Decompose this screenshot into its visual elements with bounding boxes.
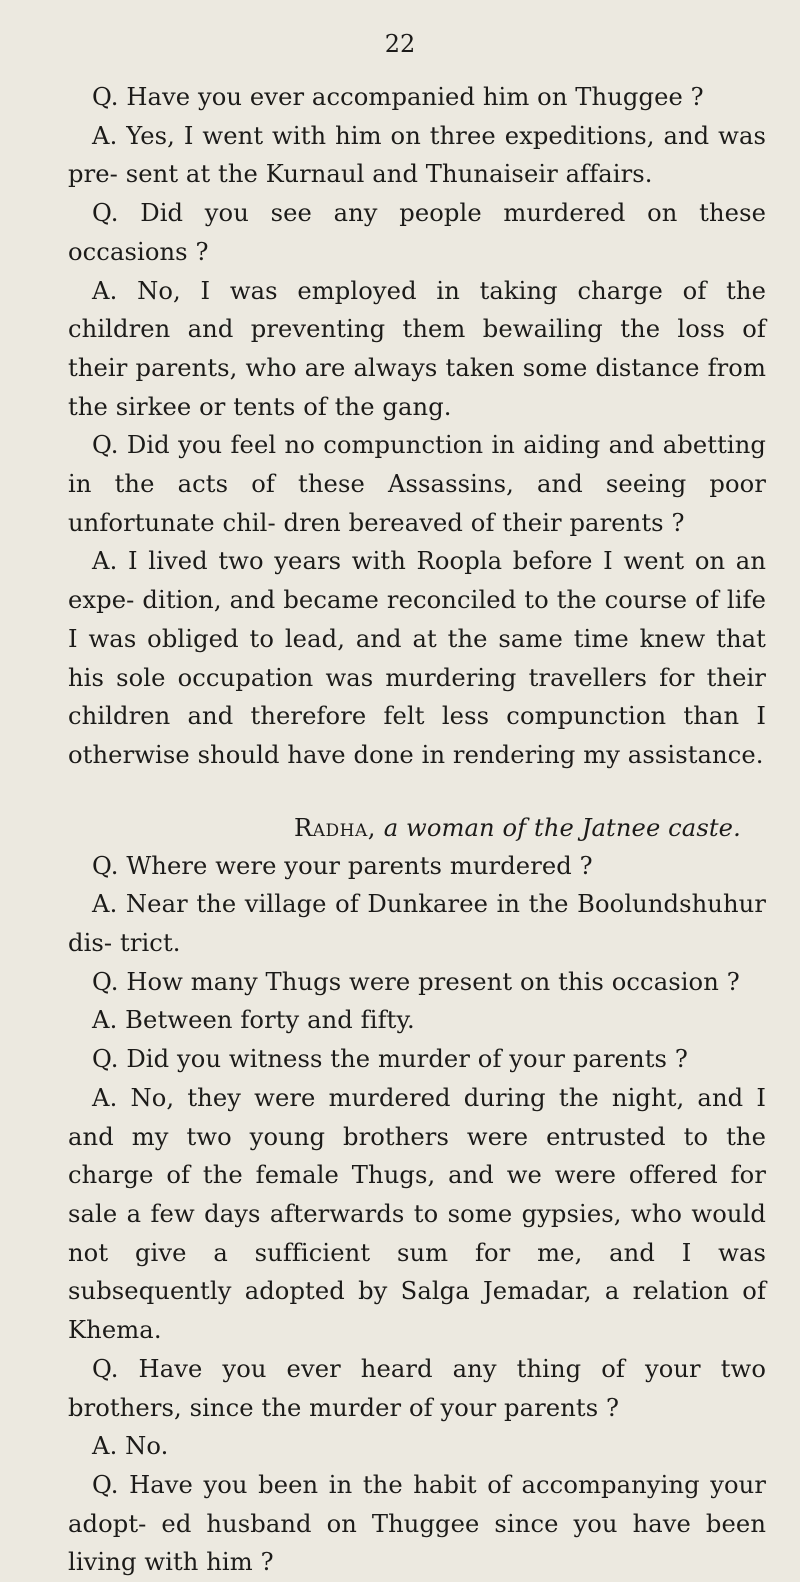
qa-label: A. bbox=[92, 1083, 118, 1112]
qa-paragraph bbox=[68, 272, 766, 427]
qa-text: How many Thugs were present on this occasion ? bbox=[126, 967, 740, 996]
qa-label: Q. bbox=[92, 199, 119, 228]
qa-text: Have you been in the habit of accompanying your adopt- ed husband on Thuggee since you have been living with him ? bbox=[68, 1470, 766, 1577]
qa-paragraph bbox=[68, 1079, 766, 1350]
qa-paragraph bbox=[68, 1466, 766, 1582]
qa-label: Q. bbox=[92, 431, 119, 460]
heading-description: a woman of the Jatnee caste. bbox=[383, 813, 741, 842]
qa-label: A. bbox=[92, 276, 118, 305]
qa-label: A. bbox=[92, 121, 118, 150]
qa-paragraph bbox=[68, 847, 766, 886]
qa-text: Did you witness the murder of your parents ? bbox=[126, 1045, 688, 1074]
qa-paragraph bbox=[68, 194, 766, 271]
page-body bbox=[68, 78, 766, 1582]
qa-label: Q. bbox=[92, 1470, 119, 1499]
qa-text: Yes, I went with him on three expeditions, and was pre- sent at the Kurnaul and Thunaiseir affairs. bbox=[68, 121, 766, 189]
qa-paragraph bbox=[68, 1001, 766, 1040]
qa-text: Where were your parents murdered ? bbox=[126, 851, 593, 880]
qa-label: Q. bbox=[92, 83, 119, 111]
qa-paragraph bbox=[68, 542, 766, 774]
qa-paragraph bbox=[68, 963, 766, 1002]
section-heading bbox=[68, 809, 766, 847]
qa-label: A. bbox=[92, 1432, 118, 1461]
qa-text: No, they were murdered during the night, and I and my two young brothers were entrusted to the charge of the female Thugs, and we were offered for sale a few days afterwards to some gypsies, who would not give a sufficient sum for me, and I was subsequently adopted by Salga Jemadar, a relation of Khema. bbox=[68, 1083, 766, 1345]
qa-label: A. bbox=[92, 890, 118, 919]
qa-text: Did you see any people murdered on these occasions ? bbox=[68, 199, 766, 266]
qa-paragraph bbox=[68, 1350, 766, 1427]
qa-text: No. bbox=[125, 1432, 169, 1461]
qa-label: A. bbox=[92, 1006, 118, 1035]
qa-paragraph bbox=[68, 1040, 766, 1079]
qa-paragraph bbox=[68, 885, 766, 962]
qa-label: Q. bbox=[92, 967, 119, 996]
qa-label: Q. bbox=[92, 1045, 119, 1074]
qa-text: Have you ever accompanied him on Thuggee ? bbox=[126, 83, 704, 111]
qa-text: I lived two years with Roopla before I went on an expe- dition, and became reconciled to the course of life I was obliged to lead, and at the same time knew that his sole occupation was murdering travellers for their children and therefore felt less compunction than I otherwise should have done in rendering my assistance. bbox=[68, 547, 766, 769]
qa-label: Q. bbox=[92, 851, 119, 880]
qa-text: Did you feel no compunction in aiding and abetting in the acts of these Assassins, and seeing poor unfortunate chil- dren bereaved of their parents ? bbox=[68, 431, 766, 537]
qa-text: Between forty and fifty. bbox=[125, 1006, 415, 1035]
qa-text: Near the village of Dunkaree in the Boolundshuhur dis- trict. bbox=[68, 890, 766, 958]
qa-label: Q. bbox=[92, 1354, 119, 1383]
heading-name: Radha, bbox=[294, 813, 376, 842]
qa-paragraph bbox=[68, 117, 766, 194]
qa-text: No, I was employed in taking charge of the children and preventing them bewailing the loss of their parents, who are always taken some distance from the sirkee or tents of the gang. bbox=[68, 276, 766, 421]
qa-paragraph bbox=[68, 1427, 766, 1466]
page-number: 22 bbox=[384, 30, 416, 58]
qa-text: Have you ever heard any thing of your two brothers, since the murder of your parents ? bbox=[68, 1354, 766, 1422]
qa-paragraph bbox=[68, 426, 766, 542]
qa-label: A. bbox=[92, 547, 118, 576]
qa-paragraph bbox=[68, 78, 766, 117]
